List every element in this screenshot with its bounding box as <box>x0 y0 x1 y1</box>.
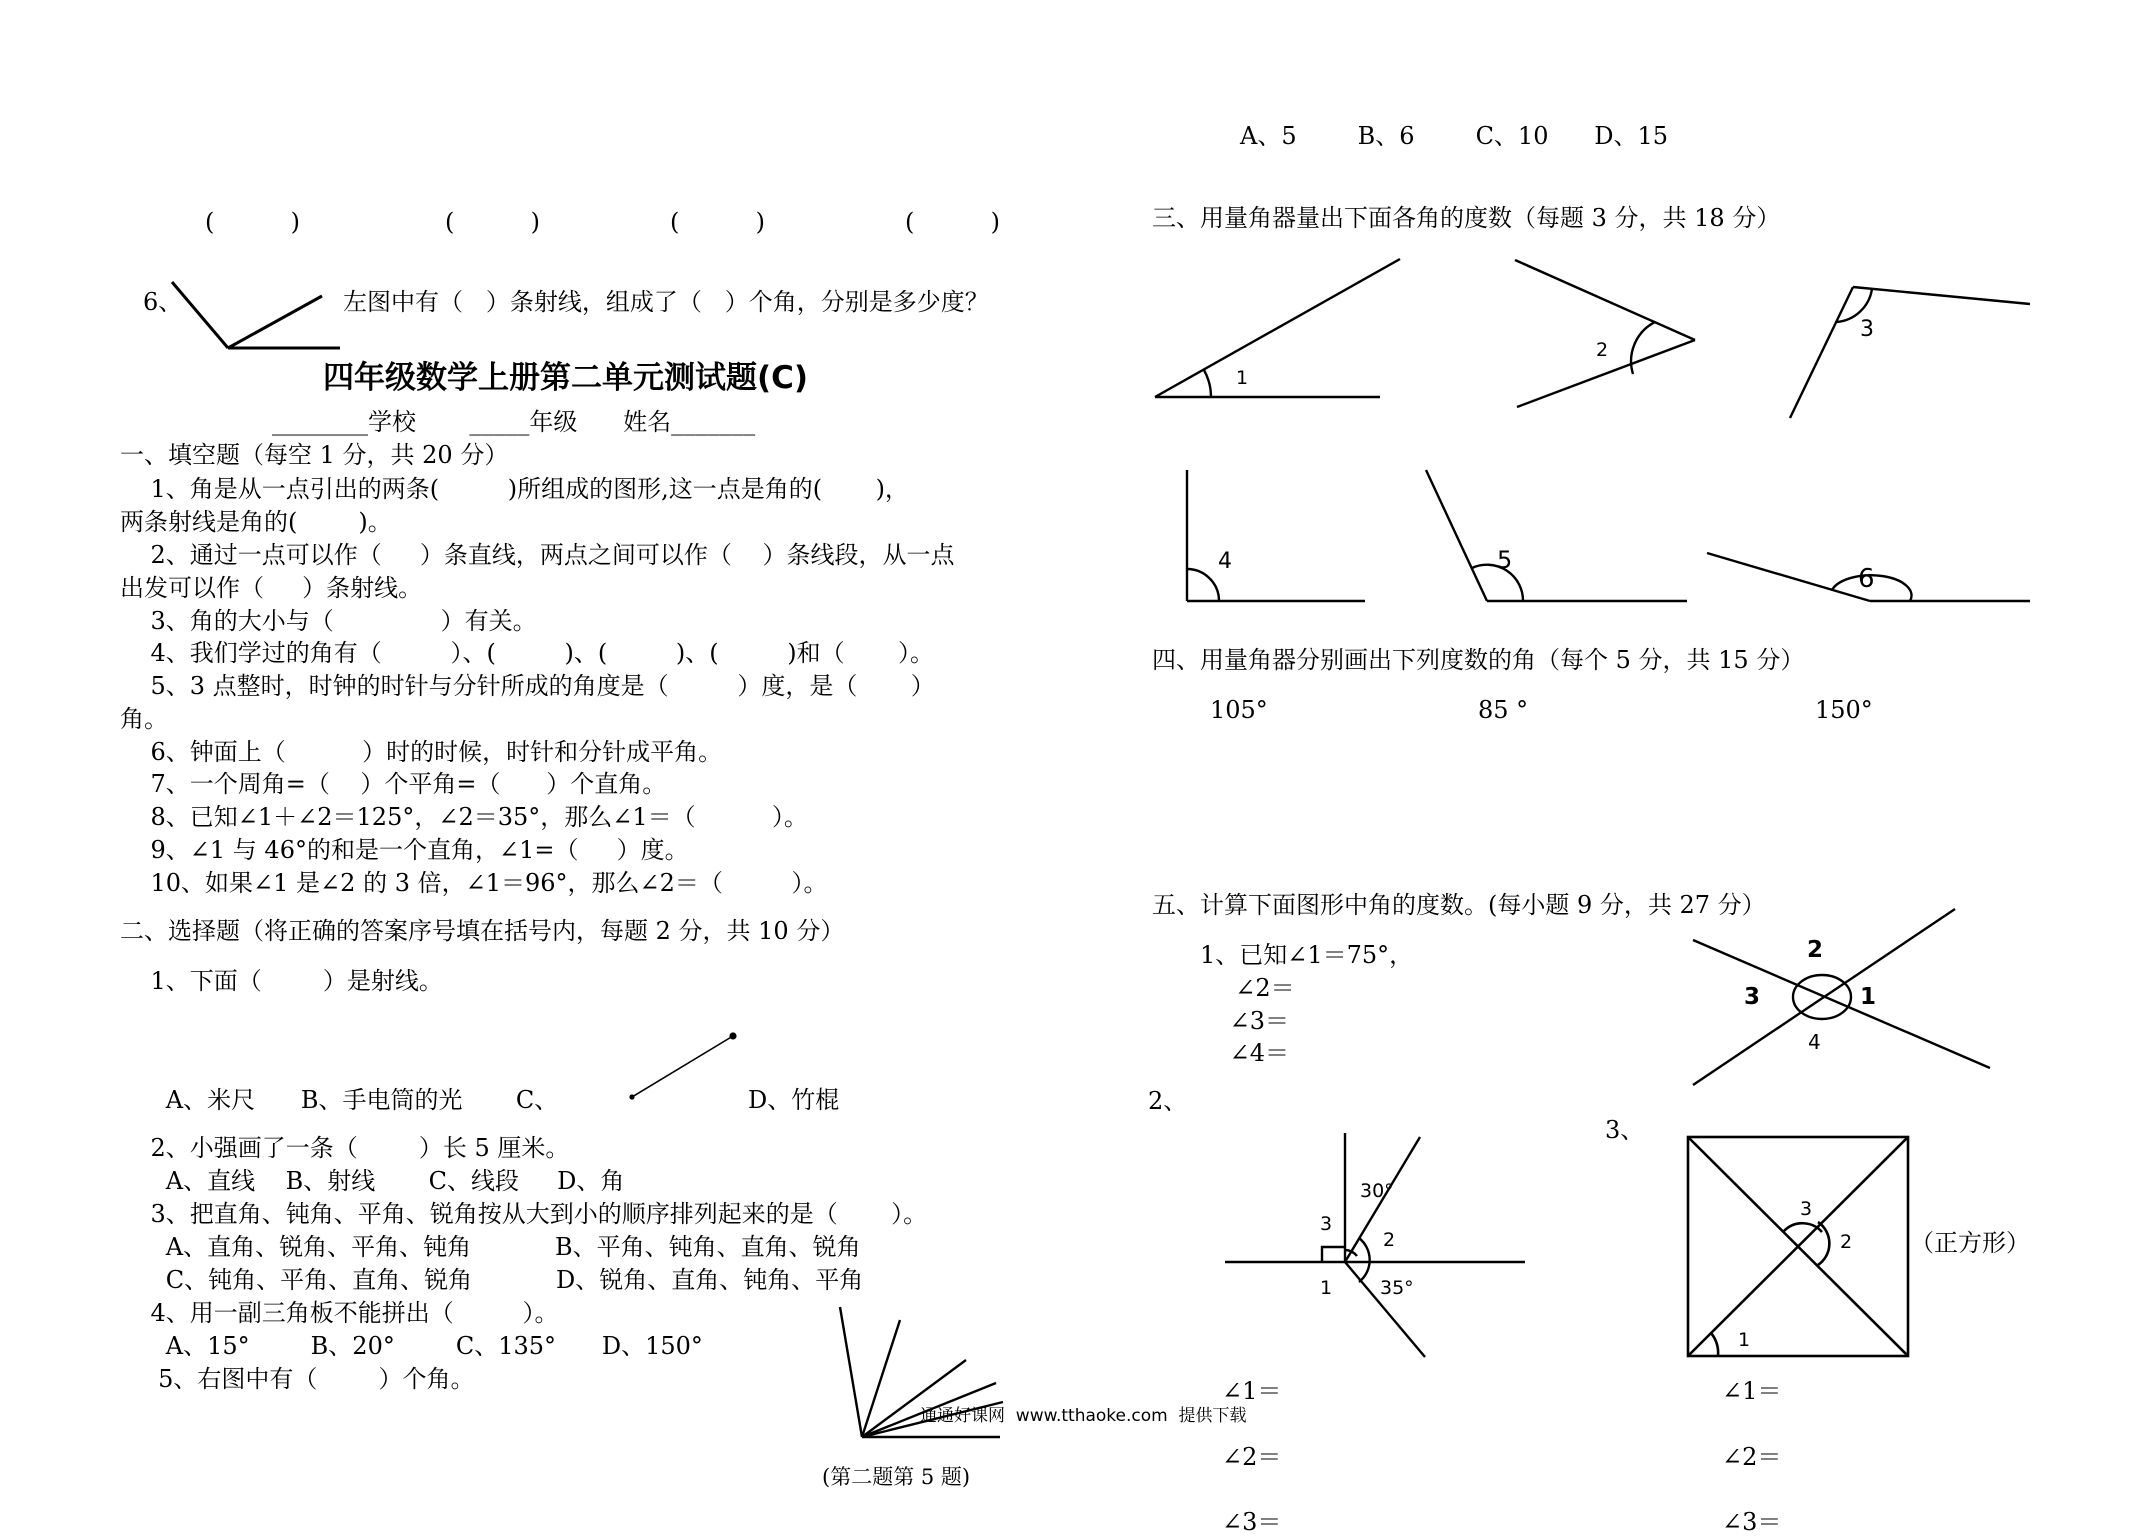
s1-line-12: 9、∠1 与 46°的和是一个直角，∠1=（ ）度。 <box>120 836 689 864</box>
blank-paren-1: ( ) <box>205 208 301 236</box>
section4-heading: 四、用量角器分别画出下列度数的角（每个 5 分，共 15 分） <box>1152 646 1805 674</box>
p2-answer-2: ∠2＝ <box>1222 1443 1282 1471</box>
s1-line-8: 角。 <box>120 705 168 733</box>
s1-line-3: 2、通过一点可以作（ ）条直线，两点之间可以作（ ）条线段，从一点 <box>120 541 955 569</box>
degree-85: 85 ° <box>1478 696 1529 724</box>
p1-angle4: ∠4＝ <box>1222 1039 1290 1067</box>
p3-answer-2: ∠2＝ <box>1722 1443 1782 1471</box>
p2-label-2: 2 <box>1383 1229 1396 1251</box>
blank-paren-3: ( ) <box>670 208 766 236</box>
p1-angle3: ∠3＝ <box>1222 1007 1290 1035</box>
s1-line-5: 3、角的大小与（ ）有关。 <box>120 607 537 635</box>
angle-label-1: 1 <box>1236 367 1249 389</box>
figure-caption: (第二题第 5 题) <box>822 1465 971 1489</box>
s1-line-6: 4、我们学过的角有（ ）、( )、( )、( )和（ ）。 <box>120 639 935 667</box>
s2-q3: 3、把直角、钝角、平角、锐角按从大到小的顺序排列起来的是（ ）。 <box>120 1200 928 1228</box>
s2-q3-options-cd: C、钝角、平角、直角、锐角 D、锐角、直角、钝角、平角 <box>120 1266 864 1294</box>
page-title: 四年级数学上册第二单元测试题(C) <box>323 360 809 396</box>
p1-angle2: ∠2＝ <box>1220 974 1295 1002</box>
student-info: ________学校 _____年级 姓名_______ <box>272 408 756 436</box>
degree-105: 105° <box>1210 696 1268 724</box>
watermark: 通通好课网 www.tthaoke.com 提供下载 <box>920 1406 1247 1426</box>
s1-line-10: 7、一个周角=（ ）个平角=（ ）个直角。 <box>120 770 667 798</box>
s2-q2: 2、小强画了一条（ ）长 5 厘米。 <box>120 1134 570 1162</box>
p3-label-1: 1 <box>1738 1329 1751 1351</box>
angle-label-5: 5 <box>1497 546 1513 574</box>
section3-heading: 三、用量角器量出下面各角的度数（每题 3 分，共 18 分） <box>1152 204 1781 232</box>
square-note: （正方形） <box>1910 1229 2030 1257</box>
s1-line-13: 10、如果∠1 是∠2 的 3 倍，∠1＝96°，那么∠2＝（ ）。 <box>120 869 828 897</box>
section2-heading: 二、选择题（将正确的答案序号填在括号内，每题 2 分，共 10 分） <box>120 917 845 945</box>
p2-label-1: 1 <box>1320 1277 1333 1299</box>
s2-q1-option-d: D、竹棍 <box>748 1086 840 1114</box>
s1-line-7: 5、3 点整时，时钟的时针与分针所成的角度是（ ）度，是（ ） <box>120 672 935 700</box>
p1-label-1: 1 <box>1860 984 1877 1010</box>
p3-label-3: 3 <box>1800 1198 1813 1220</box>
p2-answer-3: ∠3＝ <box>1222 1508 1282 1536</box>
p1-label-2: 2 <box>1807 937 1824 963</box>
s2-q5: 5、右图中有（ ）个角。 <box>120 1365 475 1393</box>
s2-q2-options: A、直线 B、射线 C、线段 D、角 <box>120 1167 625 1195</box>
s1-line-1: 1、角是从一点引出的两条( )所组成的图形,这一点是角的( )， <box>120 475 909 503</box>
angle-label-3: 3 <box>1860 317 1874 342</box>
s1-line-11: 8、已知∠1＋∠2＝125°，∠2＝35°，那么∠1＝（ ）。 <box>120 803 808 831</box>
s2-q4: 4、用一副三角板不能拼出（ ）。 <box>120 1299 559 1327</box>
section5-heading: 五、计算下面图形中角的度数。(每小题 9 分，共 27 分） <box>1152 891 1766 919</box>
q6-text: 左图中有（ ）条射线，组成了（ ）个角，分别是多少度？ <box>343 288 989 316</box>
section1-heading: 一、填空题（每空 1 分，共 20 分） <box>120 441 509 469</box>
angle-label-4: 4 <box>1218 549 1232 574</box>
blank-paren-4: ( ) <box>905 208 1001 236</box>
p2-answer-1: ∠1＝ <box>1222 1377 1282 1405</box>
p2-label-3: 3 <box>1320 1213 1333 1235</box>
p2-number: 2、 <box>1148 1087 1188 1115</box>
p2-label-35deg: 35° <box>1380 1277 1414 1299</box>
angle-label-6: 6 <box>1858 564 1875 594</box>
p3-label-2: 2 <box>1840 1231 1853 1253</box>
s2-q3-options-ab: A、直角、锐角、平角、钝角 B、平角、钝角、直角、锐角 <box>120 1233 861 1261</box>
blank-paren-2: ( ) <box>445 208 541 236</box>
mc-options-carryover: A、5 B、6 C、10 D、15 <box>1240 122 1669 150</box>
q6-number: 6、 <box>143 288 183 316</box>
s2-q1: 1、下面（ ）是射线。 <box>120 967 443 995</box>
p3-answer-1: ∠1＝ <box>1722 1377 1782 1405</box>
s1-line-2: 两条射线是角的( )。 <box>120 508 392 536</box>
s2-q4-options: A、15° B、20° C、135° D、150° <box>120 1332 703 1360</box>
p1-label-4: 4 <box>1808 1030 1821 1054</box>
s1-line-4: 出发可以作（ ）条射线。 <box>120 574 423 602</box>
p3-answer-3: ∠3＝ <box>1722 1508 1782 1536</box>
angle-label-2: 2 <box>1596 339 1609 361</box>
p1-given: 1、已知∠1＝75°， <box>1200 941 1414 969</box>
p2-label-30deg: 30° <box>1360 1180 1394 1202</box>
s2-q1-options: A、米尺 B、手电筒的光 C、 <box>120 1086 559 1114</box>
p3-number: 3、 <box>1605 1116 1645 1144</box>
s1-line-9: 6、钟面上（ ）时的时候，时针和分针成平角。 <box>120 738 723 766</box>
degree-150: 150° <box>1815 696 1873 724</box>
p1-label-3: 3 <box>1744 984 1761 1010</box>
